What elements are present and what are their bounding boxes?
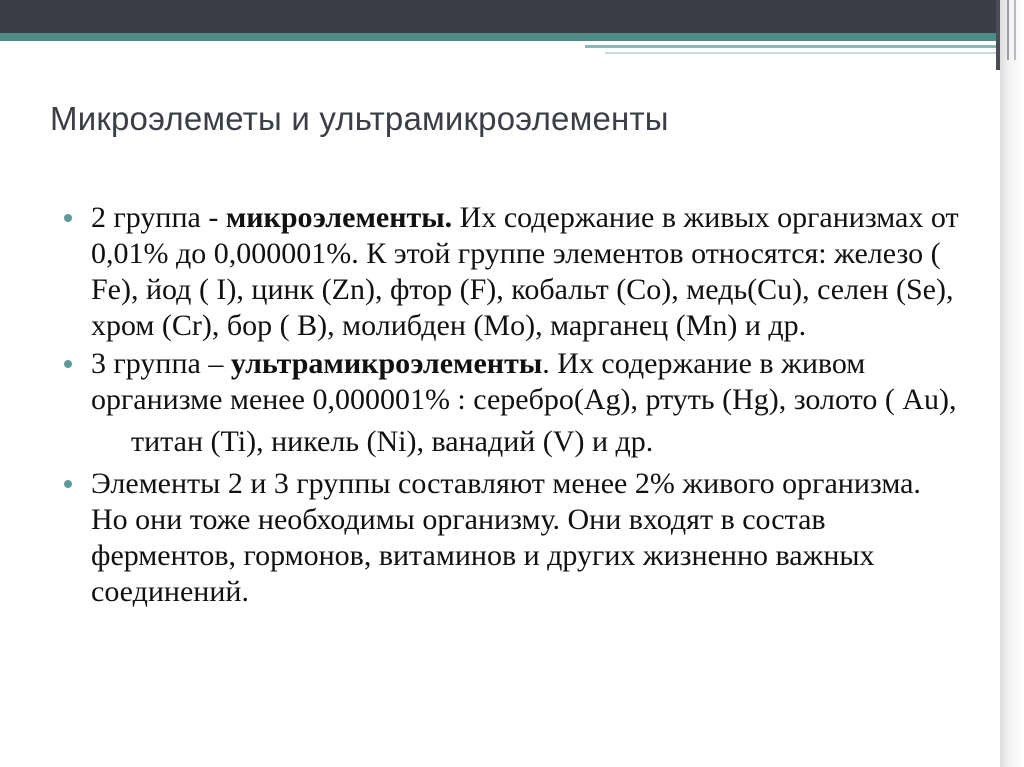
bullet-summary <box>60 466 960 610</box>
bullet-dot-icon <box>64 480 72 488</box>
bullet-group-3 <box>60 346 960 460</box>
bullet-bold-term: ультрамикроэлементы <box>230 347 543 380</box>
accent-thin-line <box>585 45 1000 48</box>
page-edge-shadow <box>1000 0 1024 767</box>
bullet-lead: 2 группа - <box>91 201 226 234</box>
bullet-text <box>91 347 956 416</box>
bullet-group-2 <box>60 200 960 344</box>
bullet-rest: Их содержание в живых организмах от 0,01% до 0,000001%. К этой группе элементов относятся: железо ( Fe), йод ( I), цинк (Zn), фтор (F), кобальт (Co), медь(Cu), селен (Se), хром (Cr), бор ( B), молибден (Mo), марганец (Mn) и др. <box>91 201 959 342</box>
page-edge-dark <box>996 0 1000 70</box>
accent-stripe <box>0 33 1000 41</box>
bullet-text <box>91 201 959 342</box>
bullet-text: Элементы 2 и 3 группы составляют менее 2% живого организма. Но они тоже необходимы организму. Они входят в состав ферментов, гормонов, витаминов и других жизненно важных соединений. <box>91 467 921 608</box>
page-edge-line <box>1007 0 1009 60</box>
bullet-dot-icon <box>64 214 72 222</box>
bullet-continuation: титан (Ti), никель (Ni), ванадий (V) и др. <box>131 425 654 458</box>
page-edge-line-light <box>1014 0 1016 60</box>
slide-content <box>60 200 960 612</box>
bullet-bold-term: микроэлементы. <box>225 201 453 234</box>
bullet-rest: . Их содержание в живом организме менее 0,000001% : серебро(Ag), ртуть (Hg), золото ( Au), <box>91 347 957 416</box>
slide-title: Микроэлеметы и ультрамикроэлементы <box>50 100 669 137</box>
bullet-lead: 3 группа – <box>91 347 231 380</box>
bullet-dot-icon <box>64 360 72 368</box>
accent-thin-line-light <box>605 52 1000 54</box>
header-bar <box>0 0 1024 33</box>
